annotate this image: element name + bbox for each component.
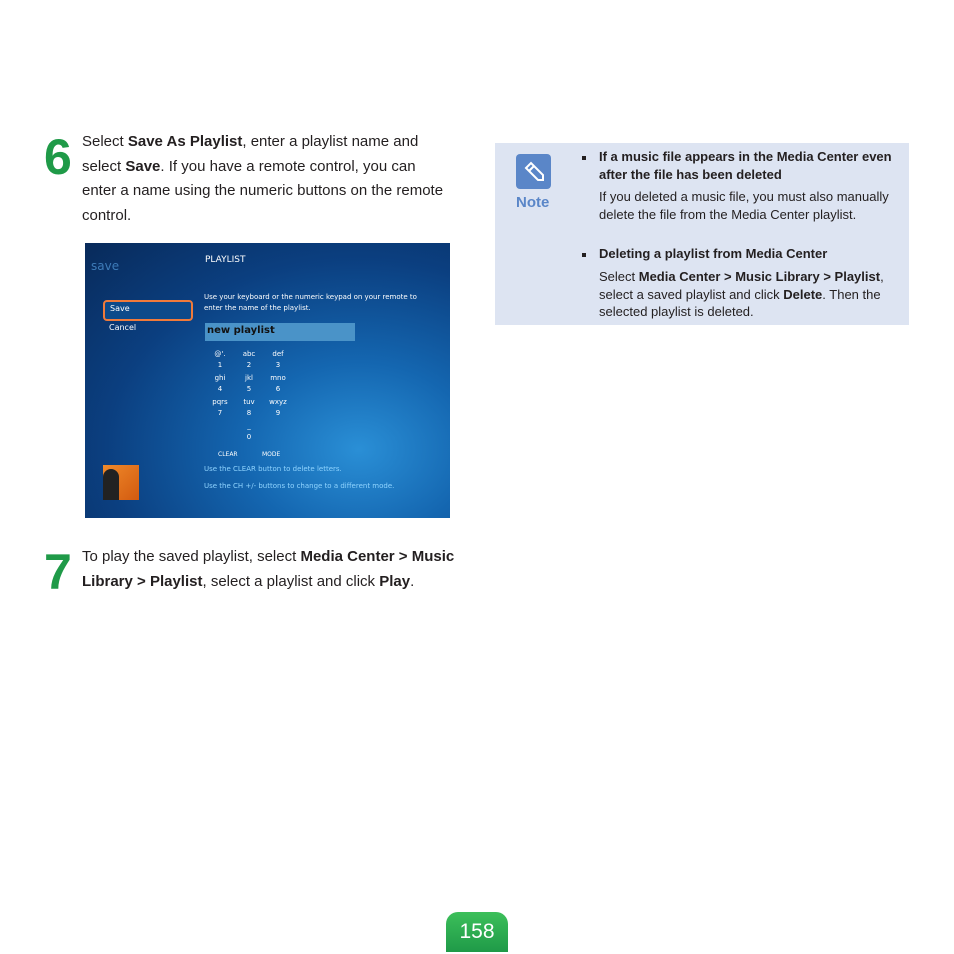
note-box — [495, 143, 909, 325]
bold-text: Play — [379, 572, 411, 590]
bold-text: Save As Playlist — [127, 133, 243, 150]
keypad-key[interactable] — [205, 397, 235, 419]
text: , select a saved playlist and click — [599, 269, 884, 302]
clear-button[interactable]: CLEAR — [218, 451, 238, 458]
key-letters: tuv — [243, 398, 255, 406]
bullet — [582, 253, 586, 257]
key-number: 4 — [217, 385, 223, 393]
note-heading-1: If a music file appears in the Media Center even after the file has been deleted — [599, 149, 892, 182]
keypad-key[interactable] — [234, 349, 264, 371]
save-button[interactable]: Save — [103, 300, 193, 321]
cancel-button[interactable]: Cancel — [109, 323, 137, 332]
album-art — [103, 465, 139, 500]
text: Select — [82, 133, 128, 150]
instruction-text: Use your keyboard or the numeric keypad on your remote to enter the name of the playlist. — [204, 293, 417, 312]
key-number: 1 — [217, 361, 223, 369]
keypad-key[interactable] — [205, 373, 235, 395]
key-number: 9 — [275, 409, 281, 417]
key-letters: abc — [242, 350, 256, 358]
text: . Then the selected playlist is deleted. — [599, 286, 881, 319]
key-number: 8 — [246, 409, 252, 417]
text: , enter a playlist name and select — [82, 133, 419, 175]
step-number-7: 7 — [44, 544, 70, 600]
hint-clear: Use the CLEAR button to delete letters. — [204, 465, 342, 473]
keypad-key[interactable] — [234, 421, 264, 443]
step-number-6: 6 — [44, 129, 70, 185]
text: . — [410, 572, 415, 590]
text: Select — [599, 269, 639, 284]
key-letters: mno — [270, 374, 286, 382]
bold-text: Delete — [783, 286, 823, 302]
key-letters: def — [272, 350, 284, 358]
text: . If you have a remote control, you can enter a name using the numeric buttons on the remote control. — [82, 157, 444, 224]
keypad-key[interactable] — [205, 349, 235, 371]
bold-text: Media Center > Music Library > Playlist — [82, 548, 455, 590]
playlist-heading: PLAYLIST — [205, 255, 246, 265]
keypad-key[interactable] — [263, 349, 293, 371]
note-text-2 — [599, 268, 904, 321]
key-number: 6 — [275, 385, 281, 393]
key-letters: _ — [247, 422, 251, 430]
keypad-key[interactable] — [263, 373, 293, 395]
note-label: Note — [516, 194, 550, 211]
page-number: 158 — [446, 912, 508, 952]
step-7-text — [82, 545, 457, 594]
key-letters: pqrs — [212, 398, 228, 406]
key-number: 2 — [246, 361, 252, 369]
screen-title: save — [91, 259, 120, 273]
bold-text: Save — [125, 157, 161, 175]
key-letters: jkl — [245, 374, 253, 382]
step-6-text — [82, 130, 452, 228]
text: To play the saved playlist, select — [82, 548, 301, 565]
note-heading-2: Deleting a playlist from Media Center — [599, 246, 828, 261]
key-number: 5 — [246, 385, 252, 393]
key-letters: ghi — [214, 374, 226, 382]
key-letters: wxyz — [269, 398, 287, 406]
keypad-key[interactable] — [234, 373, 264, 395]
bold-text: Media Center > Music Library > Playlist — [638, 269, 881, 284]
note-text-1: If you deleted a music file, you must also manually delete the file from the Media Center playlist. — [599, 189, 889, 222]
keypad-key[interactable] — [263, 397, 293, 419]
media-center-screenshot — [85, 243, 450, 518]
keypad-key[interactable] — [234, 397, 264, 419]
mode-button[interactable]: MODE — [262, 451, 281, 458]
playlist-name-input[interactable]: new playlist — [205, 323, 355, 341]
keypad — [85, 243, 450, 518]
key-number: 0 — [246, 433, 252, 441]
text: , select a playlist and click — [202, 572, 380, 590]
bullet — [582, 156, 586, 160]
hint-mode: Use the CH +/- buttons to change to a different mode. — [204, 482, 395, 490]
key-number: 7 — [217, 409, 223, 417]
key-number: 3 — [275, 361, 281, 369]
key-letters: @'. — [214, 350, 226, 358]
pencil-icon — [516, 154, 551, 189]
